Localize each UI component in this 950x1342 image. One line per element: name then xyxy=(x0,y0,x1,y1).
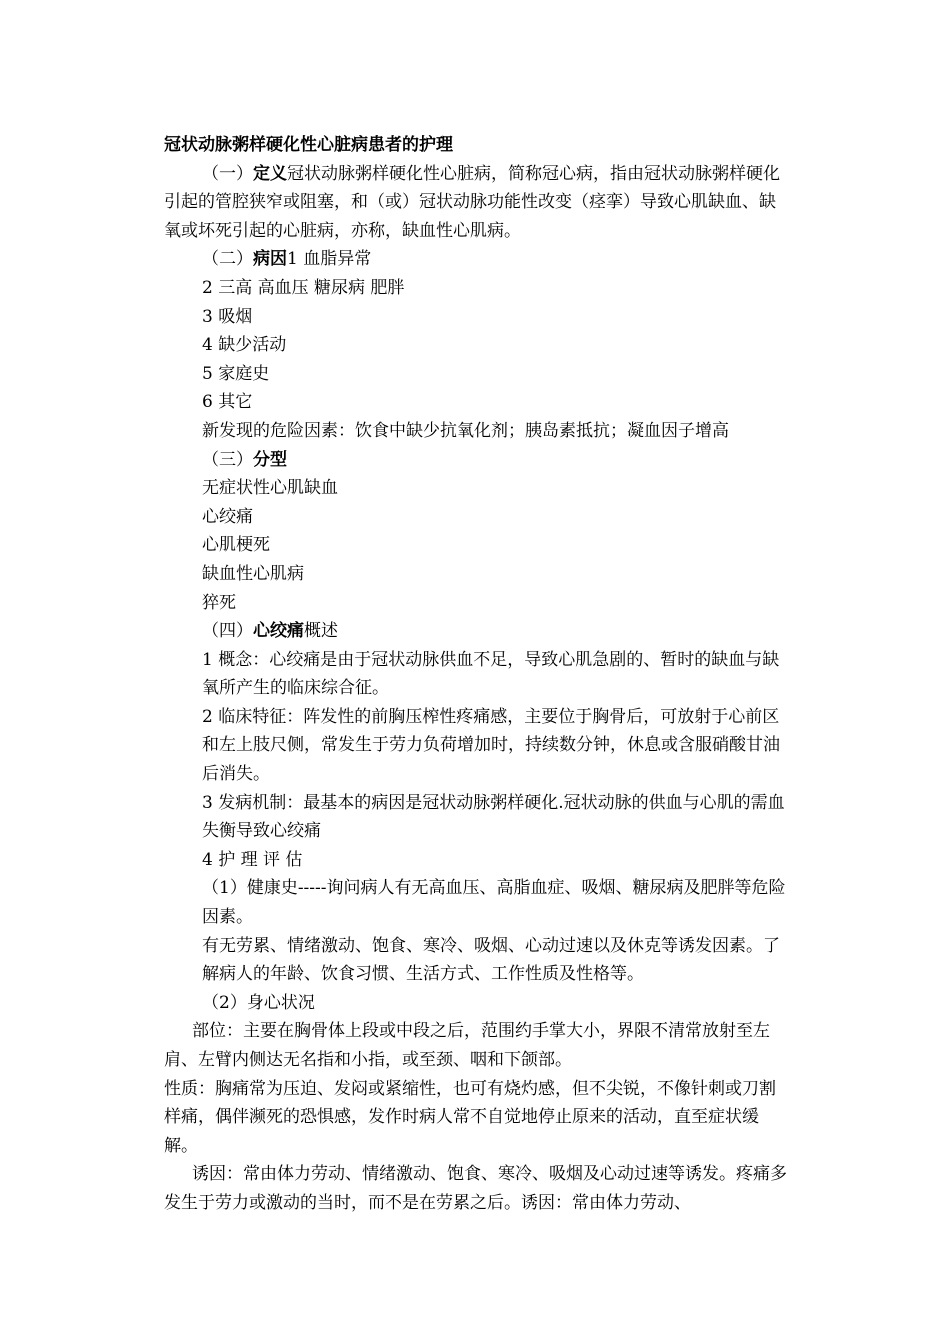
paragraph: 性质：胸痛常为压迫、发闷或紧缩性，也可有烧灼感，但不尖锐，不像针刺或刀割样痛，偶伴濒死的恐惧感，发作时病人常不自觉地停止原来的活动，直至症状缓解。 xyxy=(164,1078,776,1156)
definition-text: 冠状动脉粥样硬化性心脏病，简称冠心病，指由冠状动脉粥样硬化引起的管腔狭窄或阻塞，和（或）冠状动脉功能性改变（痉挛）导致心肌缺血、缺氧或坏死引起的心脏病，亦称，缺血性心肌病。 xyxy=(164,163,780,241)
list-item: 4 缺少活动 xyxy=(202,335,287,356)
list-item: 心绞痛 xyxy=(202,506,253,527)
definition-paragraph xyxy=(164,160,790,246)
document-title: 冠状动脉粥样硬化性心脏病患者的护理 xyxy=(164,135,453,155)
paragraph: 4 护 理 评 估 xyxy=(202,849,303,870)
section-heading: 心绞痛 xyxy=(253,621,304,642)
list-item: 心肌梗死 xyxy=(202,535,270,556)
list-item: 无症状性心肌缺血 xyxy=(202,478,338,499)
list-item: 1 血脂异常 xyxy=(287,249,372,270)
paragraph: （1）健康史-----询问病人有无高血压、高脂血症、吸烟、糖尿病及肥胖等危险因素。 xyxy=(202,878,786,928)
list-item: 猝死 xyxy=(202,592,236,613)
section-suffix: 概述 xyxy=(304,621,338,642)
paragraph: 诱因：常由体力劳动、情绪激动、饱食、寒冷、吸烟及心动过速等诱发。疼痛多发生于劳力或激动的当时，而不是在劳累之后。诱因：常由体力劳动、 xyxy=(164,1164,787,1213)
section-heading: 病因 xyxy=(253,249,287,270)
paragraph: 2 临床特征：阵发性的前胸压榨性疼痛感，主要位于胸骨后，可放射于心前区和左上肢尺侧，常发生于劳力负荷增加时，持续数分钟，休息或含服硝酸甘油后消失。 xyxy=(202,706,780,785)
paragraph: 部位：主要在胸骨体上段或中段之后，范围约手掌大小，界限不清常放射至左肩、左臂内侧达无名指和小指，或至颈、咽和下颌部。 xyxy=(164,1021,770,1070)
list-item: 6 其它 xyxy=(202,392,253,413)
paragraph: 1 概念：心绞痛是由于冠状动脉供血不足，导致心肌急剧的、暂时的缺血与缺氧所产生的临床综合征。 xyxy=(202,649,780,699)
list-item: 5 家庭史 xyxy=(202,363,270,384)
cause-heading xyxy=(164,245,790,274)
list-item: 新发现的危险因素：饮食中缺少抗氧化剂；胰岛素抵抗；凝血因子增高 xyxy=(202,420,729,441)
section-heading: 定义 xyxy=(253,163,287,184)
section-heading: 分型 xyxy=(253,449,287,470)
document-body xyxy=(164,131,790,1218)
section-number: （四） xyxy=(202,621,253,642)
paragraph: 3 发病机制：最基本的病因是冠状动脉粥样硬化.冠状动脉的供血与心肌的需血失衡导致心绞痛 xyxy=(202,792,785,842)
angina-heading xyxy=(164,617,790,646)
type-heading xyxy=(164,446,790,475)
list-item: 2 三高 高血压 糖尿病 肥胖 xyxy=(202,277,405,298)
list-item: 缺血性心肌病 xyxy=(202,563,304,584)
section-number: （一） xyxy=(202,163,253,184)
paragraph: 有无劳累、情绪激动、饱食、寒冷、吸烟、心动过速以及休克等诱发因素。了解病人的年龄、饮食习惯、生活方式、工作性质及性格等。 xyxy=(202,935,780,985)
paragraph: （2）身心状况 xyxy=(202,992,315,1013)
section-number: （三） xyxy=(202,449,253,470)
list-item: 3 吸烟 xyxy=(202,306,253,327)
section-number: （二） xyxy=(202,249,253,270)
